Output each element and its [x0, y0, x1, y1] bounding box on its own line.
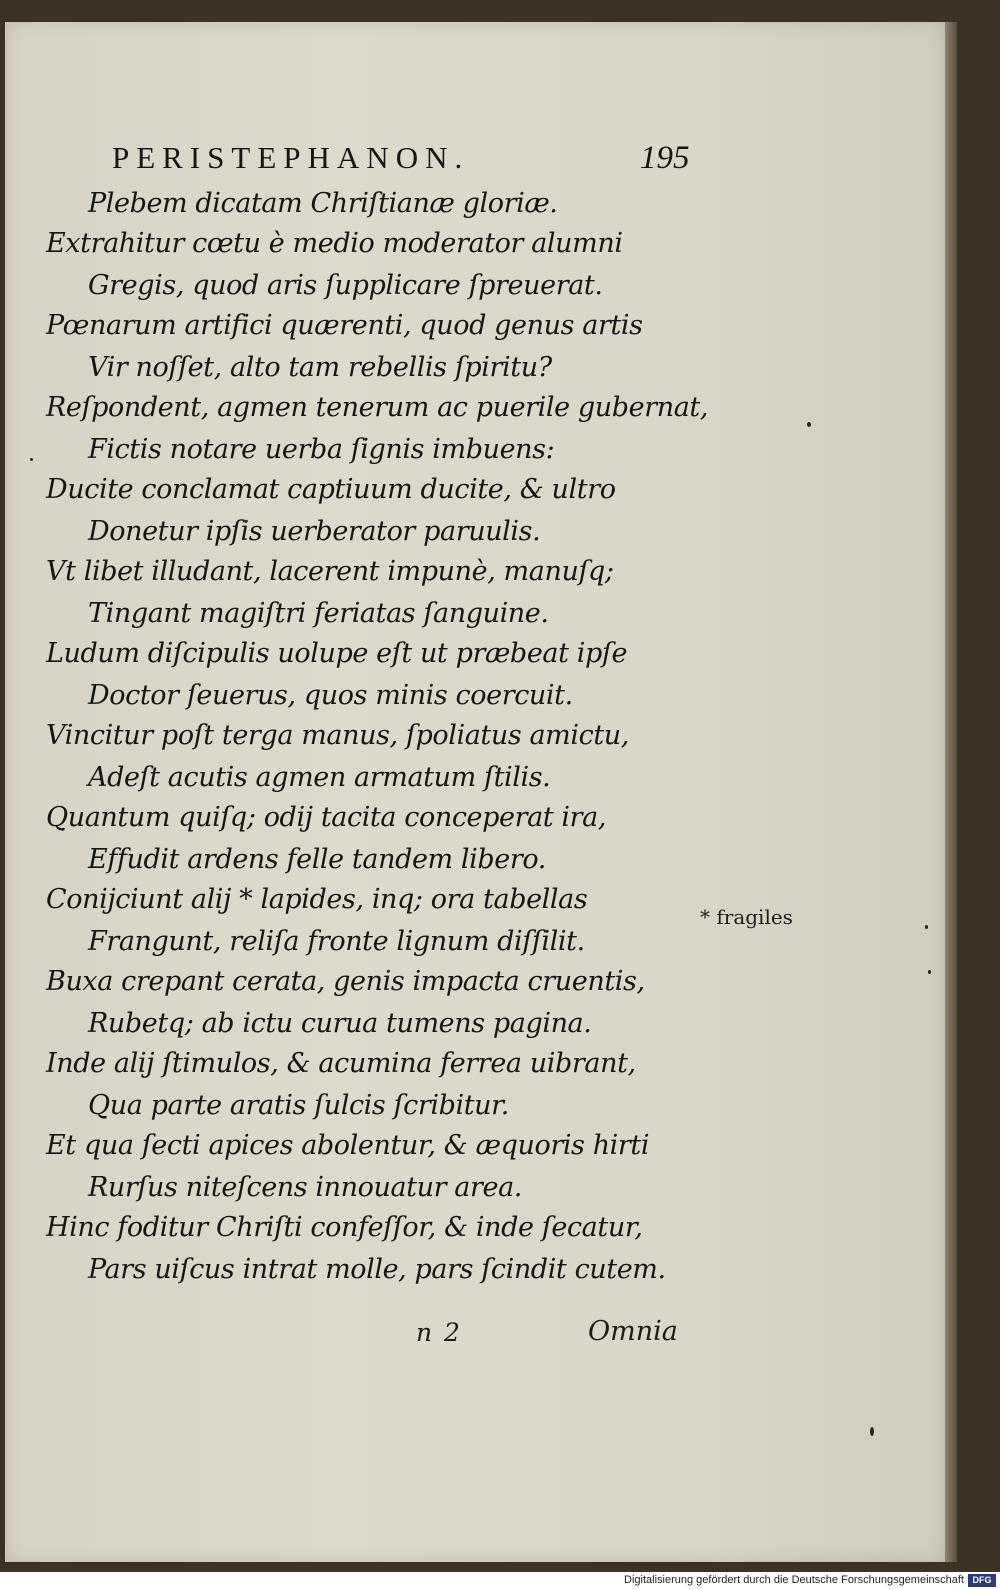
verse-line: Hinc foditur Chriſti confeſſor, & inde ſecatur, [46, 1212, 643, 1243]
verse-line: Conijciunt alij * lapides, inq; ora tabellas [46, 884, 588, 915]
verse-line: Vt libet illudant, lacerent impunè, manuſq; [46, 556, 614, 587]
verse-line: Pœnarum artifici quærenti, quod genus artis [46, 310, 643, 341]
verse-line: Gregis, quod aris ſupplicare ſpreuerat. [88, 270, 603, 301]
verse-line: Qua parte aratis ſulcis ſcribitur. [88, 1090, 509, 1121]
verse-line: Ludum diſcipulis uolupe eſt ut præbeat ipſe [46, 638, 628, 669]
verse-line: Tingant magiſtri feriatas ſanguine. [88, 598, 549, 629]
verse-line: Doctor ſeuerus, quos minis coercuit. [88, 680, 573, 711]
verse-line: Fictis notare uerba ſignis imbuens: [88, 434, 555, 465]
verse-line: Vir noſſet, alto tam rebellis ſpiritu? [88, 352, 552, 383]
funding-credit: Digitalisierung gefördert durch die Deutsche Forschungsgemeinschaft [624, 1574, 964, 1586]
catchword: Omnia [588, 1316, 678, 1347]
signature-mark: n 2 [416, 1318, 462, 1347]
book-edge [945, 22, 957, 1562]
verse-line: Ducite conclamat captiuum ducite, & ultro [46, 474, 616, 505]
paper-speck [30, 458, 33, 461]
verse-line: Plebem dicatam Chriſtianæ gloriæ. [88, 188, 558, 219]
verse-line: Reſpondent, agmen tenerum ac puerile gubernat, [46, 392, 709, 423]
marginal-note: * fragiles [700, 905, 793, 929]
verse-line: Et qua ſecti apices abolentur, & æquoris hirti [46, 1130, 650, 1161]
verse-line: Frangunt, reliſa fronte lignum diſſilit. [88, 926, 585, 957]
verse-line: Inde alij ſtimulos, & acumina ferrea uibrant, [46, 1048, 636, 1079]
paper-speck [870, 1427, 874, 1436]
paper-speck [807, 422, 811, 427]
verse-line: Effudit ardens felle tandem libero. [88, 844, 546, 875]
paper-speck [925, 925, 928, 929]
verse-line: Rurſus niteſcens innouatur area. [88, 1172, 522, 1203]
verse-line: Rubetq; ab ictu curua tumens pagina. [88, 1008, 592, 1039]
verse-line: Vincitur poſt terga manus, ſpoliatus amictu, [46, 720, 629, 751]
running-head: PERISTEPHANON. [112, 140, 470, 175]
verse-line: Adeſt acutis agmen armatum ſtilis. [88, 762, 551, 793]
footer-bar [0, 1572, 1000, 1590]
verse-line: Donetur ipſis uerberator paruulis. [88, 516, 541, 547]
dfg-logo: DFG [968, 1574, 996, 1587]
verse-line: Buxa crepant cerata, genis impacta cruentis, [46, 966, 645, 997]
page-number: 195 [640, 140, 690, 176]
verse-line: Quantum quiſq; odij tacita conceperat ira, [46, 802, 607, 833]
paper-speck [928, 970, 931, 974]
verse-line: Pars uiſcus intrat molle, pars ſcindit cutem. [88, 1254, 666, 1285]
verse-line: Extrahitur cœtu è medio moderator alumni [46, 228, 623, 259]
